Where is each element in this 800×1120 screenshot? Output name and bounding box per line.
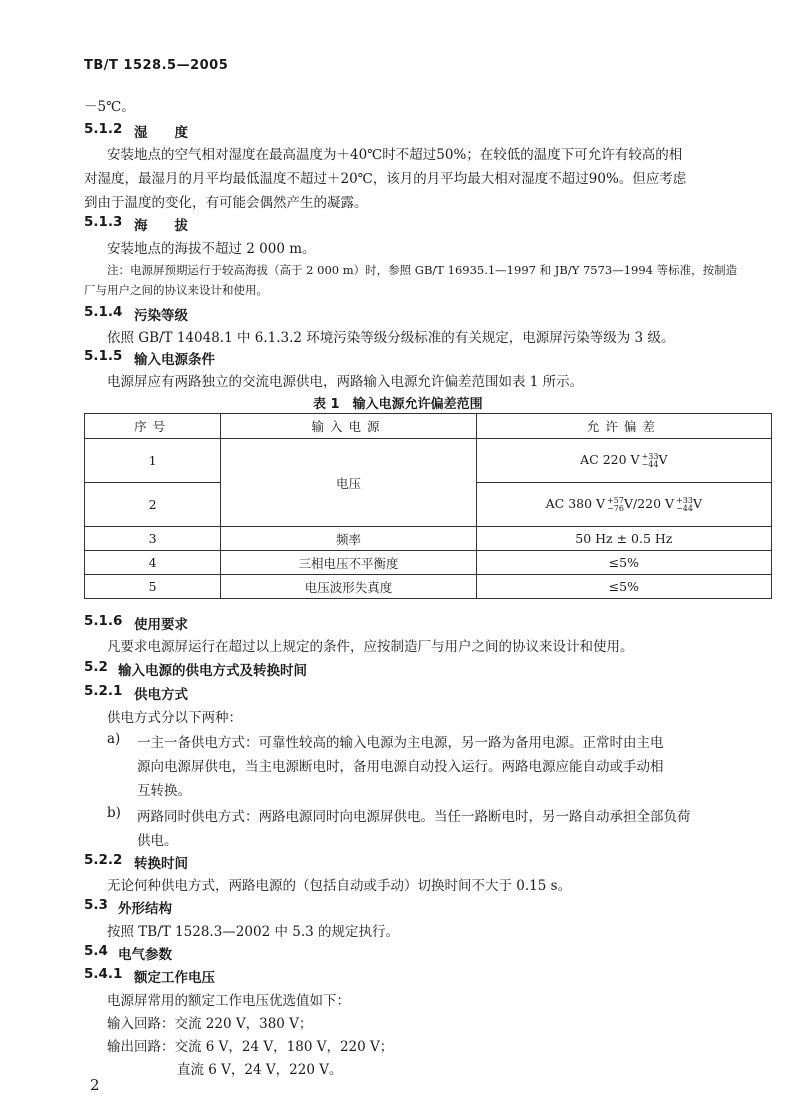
table-row — [85, 527, 772, 551]
section-5-2-2-title: 转换时间 — [134, 856, 188, 872]
section-5-2-title: 输入电源的供电方式及转换时间 — [118, 663, 307, 679]
item-b-label: b) — [107, 805, 121, 821]
section-5-4-1-title: 额定工作电压 — [134, 970, 215, 986]
table-1 — [84, 413, 772, 599]
section-5-1-2-title: 湿 度 — [134, 125, 188, 141]
item-a-line1: 一主一备供电方式：可靠性较高的输入电源为主电源，另一路为备用电源。正常时由主电 — [137, 735, 664, 751]
row2-sup2: +33 — [676, 495, 693, 505]
row2-sub2: −44 — [676, 503, 693, 513]
row3-serial: 3 — [85, 527, 221, 551]
section-5-4-1-text-line4: 直流 6 V，24 V，220 V。 — [177, 1062, 343, 1078]
row2-sup: +57 — [607, 495, 624, 505]
table-row — [85, 575, 772, 599]
row1-2-source: 电压 — [221, 439, 476, 527]
section-5-3-text: 按照 TB/T 1528.3—2002 中 5.3 的规定执行。 — [107, 924, 399, 940]
section-5-1-6-text: 凡要求电源屏运行在超过以上规定的条件，应按制造厂与用户之间的协议来设计和使用。 — [107, 639, 634, 655]
header-input-source: 输入电源 — [221, 414, 476, 439]
section-5-1-3-text: 安装地点的海拔不超过 2 000 m。 — [107, 241, 316, 257]
item-b-line2: 供电。 — [137, 833, 178, 849]
header-allowed-deviation: 允许偏差 — [476, 414, 771, 439]
section-5-3-title: 外形结构 — [118, 901, 172, 917]
section-5-4-number: 5.4 — [84, 943, 108, 959]
row1-sub: −44 — [641, 459, 659, 469]
temperature-tail-text: －5℃。 — [84, 99, 135, 115]
section-5-3-number: 5.3 — [84, 897, 108, 913]
section-5-2-1-title: 供电方式 — [134, 687, 188, 703]
row5-deviation: ≤5% — [476, 575, 771, 599]
item-b-line1: 两路同时供电方式：两路电源同时向电源屏供电。当任一路断电时，另一路自动承担全部负荷 — [137, 809, 691, 825]
section-5-1-2-text-line3: 到由于温度的变化，有可能会偶然产生的凝露。 — [84, 195, 368, 211]
table-row — [85, 551, 772, 575]
section-5-1-5-text: 电源屏应有两路独立的交流电源供电，两路输入电源允许偏差范围如表 1 所示。 — [107, 374, 584, 390]
section-5-1-2-number: 5.1.2 — [84, 121, 123, 137]
row2-deviation: AC 380 V +57 −76 V/220 V +33 −44 V — [476, 483, 771, 527]
row4-source: 三相电压不平衡度 — [221, 551, 476, 575]
item-a-line2: 源向电源屏供电，当主电源断电时，备用电源自动投入运行。两路电源应能自动或手动相 — [137, 759, 664, 775]
section-5-4-title: 电气参数 — [118, 947, 172, 963]
section-5-1-3-note-line1: 注：电源屏预期运行于较高海拔（高于 2 000 m）时，参照 GB/T 16935.1—1997 和 JB/Y 7573—1994 等标准，按制造 — [107, 263, 738, 277]
row4-serial: 4 — [85, 551, 221, 575]
section-5-1-6-number: 5.1.6 — [84, 613, 123, 629]
section-5-4-1-text-line1: 电源屏常用的额定工作电压优选值如下： — [107, 993, 350, 1009]
section-5-1-4-number: 5.1.4 — [84, 304, 123, 320]
section-5-1-2-text-line2: 对湿度，最湿月的月平均最低温度不超过＋20℃，该月的月平均最大相对湿度不超过90%。但应考虑 — [84, 171, 687, 187]
row2-serial: 2 — [85, 483, 221, 527]
section-5-1-5-number: 5.1.5 — [84, 348, 123, 364]
section-5-4-1-number: 5.4.1 — [84, 966, 123, 982]
section-5-1-5-title: 输入电源条件 — [134, 352, 215, 368]
section-5-1-3-note-line2: 厂与用户之间的协议来设计和使用。 — [84, 283, 268, 297]
page-number: 2 — [90, 1076, 100, 1094]
section-5-1-6-title: 使用要求 — [134, 617, 188, 633]
section-5-1-4-title: 污染等级 — [134, 308, 188, 324]
table-1-caption: 表 1 输入电源允许偏差范围 — [313, 397, 483, 412]
row4-deviation: ≤5% — [476, 551, 771, 575]
row1-sup: +33 — [641, 451, 659, 461]
section-5-2-1-number: 5.2.1 — [84, 683, 123, 699]
header-serial: 序号 — [85, 414, 221, 439]
section-5-1-4-text: 依照 GB/T 14048.1 中 6.1.3.2 环境污染等级分级标准的有关规定，电源屏污染等级为 3 级。 — [107, 330, 675, 346]
section-5-4-1-text-line2: 输入回路：交流 220 V，380 V； — [107, 1016, 313, 1032]
row5-source: 电压波形失真度 — [221, 575, 476, 599]
document-code: TB/T 1528.5—2005 — [84, 58, 229, 73]
section-5-2-2-number: 5.2.2 — [84, 852, 123, 868]
row1-deviation: AC 220 V +33 −44 V — [476, 439, 771, 483]
section-5-1-3-title: 海 拔 — [134, 218, 188, 234]
row3-deviation: 50 Hz ± 0.5 Hz — [476, 527, 771, 551]
row2-sub: −76 — [607, 503, 624, 513]
item-a-label: a) — [107, 731, 121, 747]
item-a-line3: 互转换。 — [137, 783, 191, 799]
section-5-1-2-text-line1: 安装地点的空气相对湿度在最高温度为＋40℃时不超过50%；在较低的温度下可允许有较高的相 — [107, 147, 683, 163]
section-5-4-1-text-line3: 输出回路：交流 6 V，24 V，180 V，220 V； — [107, 1039, 394, 1055]
table-row — [85, 439, 772, 483]
section-5-2-2-text: 无论何种供电方式，两路电源的（包括自动或手动）切换时间不大于 0.15 s。 — [107, 878, 572, 894]
row5-serial: 5 — [85, 575, 221, 599]
row3-source: 频率 — [221, 527, 476, 551]
row1-serial: 1 — [85, 439, 221, 483]
section-5-2-number: 5.2 — [84, 659, 108, 675]
section-5-1-3-number: 5.1.3 — [84, 214, 123, 230]
section-5-2-1-text: 供电方式分以下两种： — [107, 710, 242, 726]
table-header-row — [85, 414, 772, 439]
